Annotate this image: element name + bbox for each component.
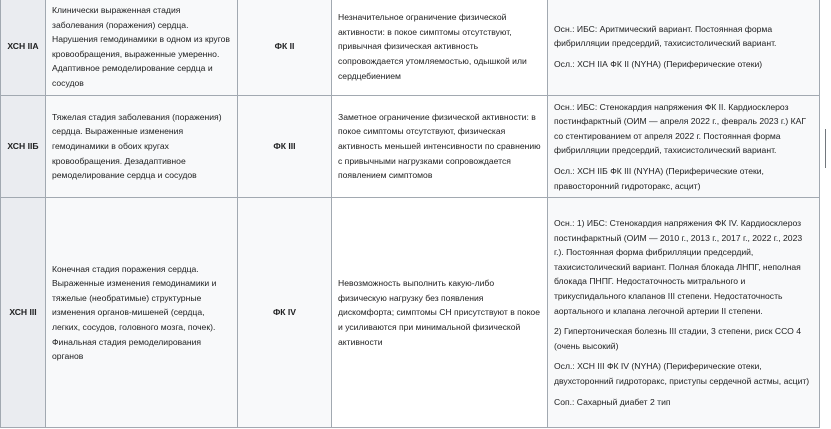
stage-description-cell: Тяжелая стадия заболевания (поражения) сердца. Выраженные изменения гемодинамики в обоих кругах кровообращения. Дезадаптивное ремоделирование сердца и сосудов [46,95,238,198]
activity-limitation-cell: Незначительное ограничение физической активности: в покое симптомы отсутствуют, привычная физическая активность сопровождается утомляемостью, одышкой или сердцебиением [332,0,548,95]
diagnosis-example-cell [548,0,820,95]
functional-class-cell: ФК III [238,95,332,198]
scrollbar-thumb[interactable] [825,129,826,168]
stage-cell: ХСН III [1,198,46,428]
table-row [1,198,820,428]
stage-cell: ХСН IIА [1,0,46,95]
diagnosis-line: Осл.: ХСН IIБ ФК III (NYHA) (Периферические отеки, правосторонний гидроторакс, асцит) [554,165,764,191]
table-row [1,95,820,198]
functional-class-cell: ФК II [238,0,332,95]
activity-limitation-cell: Невозможность выполнить какую-либо физическую нагрузку без появления дискомфорта; симптомы СН присутствуют в покое и усиливаются при минимальной физической активности [332,198,548,428]
diagnosis-line: Осл.: ХСН III ФК IV (NYHA) (Периферические отеки, двухсторонний гидроторакс, приступы сердечной астмы, асцит) [554,361,810,386]
table-row [1,0,820,95]
diagnosis-example-cell [548,95,820,198]
diagnosis-line: Осн.: 1) ИБС: Стенокардия напряжения ФК IV. Кардиосклероз постинфарктный (ОИМ — 2010 г., 2013 г., 2017 г., 2022 г., 2023 г.). Постоянная форма фибрилляции предсердий, тахисистолический вариант. Полная блокада ЛНПГ, неполная блокада ПНПГ. Недостаточность митрального и трикуспидального клапанов III степени. Недостаточность аортального и клапана легочной артерии II степени. [554,218,803,316]
functional-class-cell: ФК IV [238,198,332,428]
diagnosis-line: 2) Гипертоническая болезнь III стадии, 3 степени, риск ССО 4 (очень высокий) [554,326,801,351]
diagnosis-line: Соп.: Сахарный диабет 2 тип [554,396,671,407]
diagnosis-line: Осн.: ИБС: Стенокардия напряжения ФК II. Кардиосклероз постинфарктный (ОИМ — апреля 2022 г., февраль 2023 г.) КАГ со стентированием от апреля 2022 г. Постоянная форма фибрилляции предсердий, тахисистолический вариант. [554,101,806,156]
activity-limitation-cell: Заметное ограничение физической активности: в покое симптомы отсутствуют, физическая активность меньшей интенсивности по сравнению с привычными нагрузками сопровождается появлением симптомов [332,95,548,198]
diagnosis-line: Осл.: ХСН IIА ФК II (NYHA) (Периферические отеки) [554,59,763,70]
stage-description-cell: Конечная стадия поражения сердца. Выраженные изменения гемодинамики и тяжелые (необратимые) структурные изменения органов-мишеней (сердца, легких, сосудов, головного мозга, почек). Финальная стадия ремоделирования органов [46,198,238,428]
stage-cell: ХСН IIБ [1,95,46,198]
diagnosis-line: Осн.: ИБС: Аритмический вариант. Постоянная форма фибрилляции предсердий, тахисистолический вариант. [554,23,777,49]
stage-description-cell: Клинически выраженная стадия заболевания (поражения) сердца. Нарушения гемодинамики в одном из кругов кровообращения, выраженные умеренно. Адаптивное ремоделирование сердца и сосудов [46,0,238,95]
diagnosis-example-cell [548,198,820,428]
